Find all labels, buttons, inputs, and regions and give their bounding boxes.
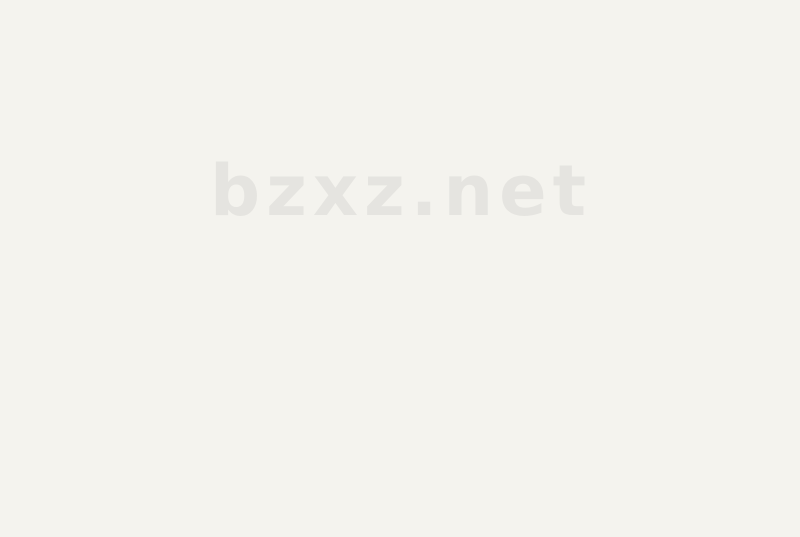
item-code bbox=[520, 384, 578, 385]
list-item bbox=[288, 211, 508, 225]
list-item bbox=[288, 378, 508, 392]
item-name bbox=[110, 245, 250, 246]
list-item bbox=[520, 378, 760, 392]
list-item bbox=[520, 489, 760, 503]
list-item bbox=[44, 197, 274, 211]
item-code bbox=[44, 259, 102, 260]
item-name bbox=[354, 287, 484, 288]
item-name bbox=[586, 370, 736, 371]
column-1-header bbox=[44, 66, 274, 80]
item-name bbox=[586, 259, 736, 260]
item-code bbox=[520, 245, 578, 246]
list-item bbox=[44, 86, 274, 100]
item-name bbox=[354, 467, 484, 468]
item-code bbox=[44, 134, 102, 135]
item-name bbox=[110, 495, 250, 496]
list-item bbox=[520, 197, 760, 211]
item-name bbox=[586, 426, 736, 427]
item-name bbox=[354, 356, 484, 357]
list-item bbox=[44, 155, 274, 169]
item-name bbox=[110, 217, 250, 218]
item-code bbox=[520, 329, 578, 330]
column-1-header-name bbox=[128, 66, 274, 80]
item-name bbox=[110, 481, 250, 482]
item-name bbox=[110, 370, 250, 371]
item-code bbox=[44, 231, 102, 232]
item-code bbox=[288, 426, 346, 427]
item-code bbox=[520, 370, 578, 371]
list-item bbox=[44, 419, 274, 433]
item-code bbox=[520, 440, 578, 441]
item-name bbox=[110, 398, 250, 399]
item-name bbox=[354, 162, 484, 163]
item-code bbox=[520, 106, 578, 107]
list-item bbox=[520, 461, 760, 475]
item-code bbox=[520, 162, 578, 163]
item-name bbox=[586, 148, 736, 149]
item-name bbox=[586, 134, 736, 135]
item-code bbox=[44, 148, 102, 149]
item-name bbox=[586, 384, 736, 385]
list-item bbox=[44, 336, 274, 350]
item-name bbox=[586, 190, 736, 191]
item-code bbox=[288, 412, 346, 413]
item-code bbox=[44, 329, 102, 330]
item-name bbox=[354, 370, 484, 371]
item-code bbox=[44, 370, 102, 371]
item-code bbox=[44, 120, 102, 121]
item-code bbox=[288, 342, 346, 343]
item-name bbox=[354, 148, 484, 149]
item-name bbox=[586, 162, 736, 163]
item-code bbox=[520, 217, 578, 218]
list-item bbox=[44, 350, 274, 364]
list-item bbox=[44, 267, 274, 281]
item-name bbox=[110, 315, 250, 316]
item-code bbox=[520, 231, 578, 232]
item-name bbox=[110, 412, 250, 413]
item-code bbox=[520, 315, 578, 316]
item-name bbox=[586, 120, 736, 121]
item-name bbox=[110, 92, 260, 93]
item-code bbox=[288, 398, 346, 399]
item-name bbox=[110, 259, 250, 260]
item-name bbox=[586, 217, 736, 218]
item-name bbox=[586, 315, 736, 316]
list-item bbox=[44, 489, 274, 503]
list-item bbox=[520, 280, 760, 294]
list-item bbox=[520, 405, 760, 419]
item-name bbox=[354, 342, 484, 343]
item-name bbox=[354, 398, 484, 399]
list-item bbox=[520, 447, 760, 461]
list-item bbox=[288, 280, 508, 294]
list-item bbox=[520, 239, 760, 253]
watermark: bzxz.net bbox=[210, 150, 593, 232]
item-code bbox=[520, 398, 578, 399]
item-code bbox=[44, 190, 102, 191]
list-item bbox=[44, 225, 274, 239]
list-item bbox=[520, 419, 760, 433]
item-code bbox=[520, 287, 578, 288]
item-code bbox=[288, 162, 346, 163]
item-code bbox=[44, 481, 102, 482]
item-code bbox=[44, 467, 102, 468]
item-code bbox=[44, 412, 102, 413]
item-code bbox=[44, 106, 102, 107]
item-code bbox=[288, 231, 346, 232]
list-item bbox=[44, 447, 274, 461]
item-name bbox=[110, 106, 250, 107]
item-name bbox=[110, 134, 250, 135]
item-code bbox=[288, 92, 346, 93]
item-name bbox=[110, 329, 250, 330]
item-code bbox=[520, 134, 578, 135]
item-name bbox=[354, 273, 484, 274]
item-name bbox=[110, 467, 250, 468]
item-name bbox=[586, 231, 736, 232]
list-item bbox=[44, 322, 274, 336]
list-item bbox=[288, 253, 508, 267]
list-item bbox=[44, 169, 274, 183]
list-item bbox=[520, 322, 760, 336]
column-2-header bbox=[288, 66, 508, 80]
item-name bbox=[110, 190, 250, 191]
list-item bbox=[288, 197, 508, 211]
item-code bbox=[288, 315, 346, 316]
list-item bbox=[520, 308, 760, 322]
item-code bbox=[288, 440, 346, 441]
item-name bbox=[354, 217, 484, 218]
list-item bbox=[520, 433, 760, 447]
item-code bbox=[44, 315, 102, 316]
item-name bbox=[110, 440, 250, 441]
item-name bbox=[586, 273, 736, 274]
item-name bbox=[110, 287, 250, 288]
item-name bbox=[354, 245, 484, 246]
item-name bbox=[586, 495, 736, 496]
item-code bbox=[288, 120, 346, 121]
item-code bbox=[288, 329, 346, 330]
item-code bbox=[288, 467, 346, 468]
list-item bbox=[520, 86, 760, 100]
item-code bbox=[520, 426, 578, 427]
item-code bbox=[44, 176, 102, 177]
item-name bbox=[586, 356, 736, 357]
item-name bbox=[110, 356, 250, 357]
list-item bbox=[288, 392, 508, 406]
item-code bbox=[44, 301, 102, 302]
item-code bbox=[288, 259, 346, 260]
list-item bbox=[44, 280, 274, 294]
item-code bbox=[288, 301, 346, 302]
list-item bbox=[520, 267, 760, 281]
column-3-header-code bbox=[520, 66, 604, 80]
list-item bbox=[44, 308, 274, 322]
item-name bbox=[110, 301, 250, 302]
item-code bbox=[288, 495, 346, 496]
item-code bbox=[520, 412, 578, 413]
list-item bbox=[44, 392, 274, 406]
item-name bbox=[586, 245, 736, 246]
item-code bbox=[44, 384, 102, 385]
item-code bbox=[288, 176, 346, 177]
column-2 bbox=[288, 66, 508, 503]
column-1-rows bbox=[44, 86, 274, 503]
item-code bbox=[44, 454, 102, 455]
column-3-rows bbox=[520, 86, 760, 503]
item-code bbox=[288, 106, 346, 107]
item-code bbox=[44, 440, 102, 441]
list-item bbox=[520, 225, 760, 239]
list-item bbox=[44, 294, 274, 308]
list-item bbox=[44, 183, 274, 197]
list-item bbox=[520, 253, 760, 267]
item-code bbox=[288, 384, 346, 385]
item-code bbox=[520, 259, 578, 260]
column-3 bbox=[520, 66, 760, 503]
list-item bbox=[44, 239, 274, 253]
item-name bbox=[110, 384, 250, 385]
item-name bbox=[586, 412, 736, 413]
item-code bbox=[520, 467, 578, 468]
list-item bbox=[44, 475, 274, 489]
item-code bbox=[520, 204, 578, 205]
list-item bbox=[288, 114, 508, 128]
list-item bbox=[44, 253, 274, 267]
list-item bbox=[44, 461, 274, 475]
item-name bbox=[354, 454, 484, 455]
item-name bbox=[354, 426, 484, 427]
item-name bbox=[586, 204, 736, 205]
item-name bbox=[586, 398, 736, 399]
list-item bbox=[288, 183, 508, 197]
list-item bbox=[44, 114, 274, 128]
list-item bbox=[520, 364, 760, 378]
item-code bbox=[44, 204, 102, 205]
item-code bbox=[520, 481, 578, 482]
column-1 bbox=[44, 66, 274, 503]
item-name bbox=[354, 176, 484, 177]
list-item bbox=[520, 336, 760, 350]
list-item bbox=[520, 211, 760, 225]
list-item bbox=[288, 419, 508, 433]
list-item bbox=[520, 475, 760, 489]
item-name bbox=[354, 412, 484, 413]
list-item bbox=[44, 100, 274, 114]
item-name bbox=[354, 440, 484, 441]
item-code bbox=[520, 301, 578, 302]
item-code bbox=[288, 148, 346, 149]
item-code bbox=[288, 190, 346, 191]
list-item bbox=[288, 308, 508, 322]
item-code bbox=[44, 356, 102, 357]
list-item bbox=[288, 461, 508, 475]
item-code bbox=[44, 273, 102, 274]
item-name bbox=[354, 301, 484, 302]
item-code bbox=[520, 148, 578, 149]
item-code bbox=[288, 273, 346, 274]
item-name bbox=[354, 106, 484, 107]
item-name bbox=[354, 329, 484, 330]
item-code bbox=[520, 273, 578, 274]
list-item bbox=[288, 225, 508, 239]
item-name bbox=[586, 440, 736, 441]
list-item bbox=[44, 211, 274, 225]
item-code bbox=[288, 217, 346, 218]
item-code bbox=[520, 356, 578, 357]
list-item bbox=[520, 392, 760, 406]
list-item bbox=[44, 378, 274, 392]
item-name bbox=[586, 329, 736, 330]
item-code bbox=[44, 398, 102, 399]
column-2-rows bbox=[288, 86, 508, 503]
item-name bbox=[354, 204, 484, 205]
item-name bbox=[110, 342, 250, 343]
list-item bbox=[520, 142, 760, 156]
item-code bbox=[520, 176, 578, 177]
item-name bbox=[354, 315, 484, 316]
item-code bbox=[44, 342, 102, 343]
list-item bbox=[288, 86, 508, 100]
item-code bbox=[520, 342, 578, 343]
list-item bbox=[288, 336, 508, 350]
item-name bbox=[586, 176, 736, 177]
list-item bbox=[288, 169, 508, 183]
item-name bbox=[354, 384, 484, 385]
list-item bbox=[288, 322, 508, 336]
column-1-header-code bbox=[44, 66, 128, 80]
item-name bbox=[586, 342, 736, 343]
item-name bbox=[110, 426, 250, 427]
item-code bbox=[44, 217, 102, 218]
item-code bbox=[520, 454, 578, 455]
item-name bbox=[586, 106, 736, 107]
item-name bbox=[586, 287, 736, 288]
column-2-header-code bbox=[288, 66, 372, 80]
item-name bbox=[110, 273, 250, 274]
item-code bbox=[288, 370, 346, 371]
column-2-header-name bbox=[372, 66, 508, 80]
list-item bbox=[288, 447, 508, 461]
item-name bbox=[110, 454, 250, 455]
list-item bbox=[44, 128, 274, 142]
item-name bbox=[354, 231, 484, 232]
list-item bbox=[520, 128, 760, 142]
item-name bbox=[354, 481, 484, 482]
item-code bbox=[288, 134, 346, 135]
item-code bbox=[44, 162, 102, 163]
item-name bbox=[354, 120, 484, 121]
column-3-header-name bbox=[604, 66, 760, 80]
item-name bbox=[354, 495, 484, 496]
list-item bbox=[44, 405, 274, 419]
item-code bbox=[288, 204, 346, 205]
item-code bbox=[520, 190, 578, 191]
item-code bbox=[44, 426, 102, 427]
list-item bbox=[288, 350, 508, 364]
item-name bbox=[586, 301, 736, 302]
item-name bbox=[354, 259, 484, 260]
list-item bbox=[520, 183, 760, 197]
list-item bbox=[288, 267, 508, 281]
item-code bbox=[288, 245, 346, 246]
item-code bbox=[520, 495, 578, 496]
list-item bbox=[520, 155, 760, 169]
item-code bbox=[44, 287, 102, 288]
list-item bbox=[288, 100, 508, 114]
item-name bbox=[110, 204, 250, 205]
list-item bbox=[520, 100, 760, 114]
list-item bbox=[288, 142, 508, 156]
item-code bbox=[44, 245, 102, 246]
item-name bbox=[586, 481, 736, 482]
item-code bbox=[520, 120, 578, 121]
list-item bbox=[288, 405, 508, 419]
list-item bbox=[288, 433, 508, 447]
item-name bbox=[354, 190, 484, 191]
list-item bbox=[520, 350, 760, 364]
item-code bbox=[288, 287, 346, 288]
column-3-header bbox=[520, 66, 760, 80]
item-code bbox=[288, 454, 346, 455]
item-name bbox=[354, 92, 484, 93]
list-item bbox=[44, 142, 274, 156]
list-item bbox=[288, 364, 508, 378]
list-item bbox=[520, 294, 760, 308]
footer bbox=[60, 507, 580, 511]
list-item bbox=[288, 475, 508, 489]
item-name bbox=[110, 231, 250, 232]
item-code bbox=[44, 495, 102, 496]
list-item bbox=[44, 364, 274, 378]
item-code bbox=[288, 481, 346, 482]
item-name bbox=[110, 120, 250, 121]
item-name bbox=[586, 467, 736, 468]
item-code bbox=[44, 92, 102, 93]
list-item bbox=[288, 155, 508, 169]
item-code bbox=[520, 92, 578, 93]
list-item bbox=[520, 169, 760, 183]
list-item bbox=[520, 114, 760, 128]
list-item bbox=[288, 128, 508, 142]
list-item bbox=[288, 294, 508, 308]
item-name bbox=[110, 176, 250, 177]
item-name bbox=[586, 454, 736, 455]
list-item bbox=[288, 489, 508, 503]
item-name bbox=[586, 92, 736, 93]
list-item bbox=[288, 239, 508, 253]
item-code bbox=[288, 356, 346, 357]
item-name bbox=[354, 134, 484, 135]
item-name bbox=[110, 162, 250, 163]
item-name bbox=[110, 148, 250, 149]
list-item bbox=[44, 433, 274, 447]
